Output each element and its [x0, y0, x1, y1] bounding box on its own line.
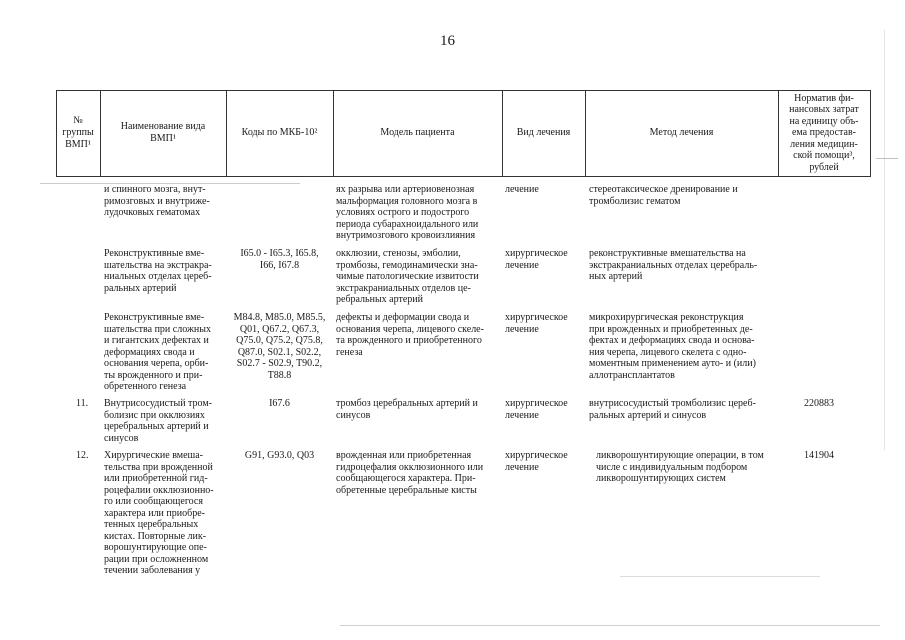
cell-codes: G91, G93.0, Q03	[244, 450, 315, 461]
cell-name: Хирургические вмеша- тельства при врожденной или приобретенной гид- роцефалии окклюзионно- го или сообщающегося характера или приобре- тенных церебральных кистах. Повторные лик- ворошунтирующие опе- рации при осложненном течении заболевания у	[104, 450, 214, 576]
cell-model: врожденная или приобретенная гидроцефалия окклюзионного или сообщающегося характера. При- обретенные церебральные кисты	[336, 450, 484, 496]
cell-model: ях разрыва или артериовенозная мальформация головного мозга в условиях острого и подострого периода субарахноидального или внутримозгового кровоизлияния	[336, 184, 479, 241]
cell-model: окклюзии, стенозы, эмболии, тромбозы, гемодинамически зна- чимые патологические извитости экстракраниальных отделов це- ребральных артерий	[336, 248, 479, 305]
col-divider	[870, 90, 871, 176]
cell-treatment-type: хирургическое лечение	[505, 450, 568, 473]
cell-model: дефекты и деформации свода и основания черепа, лицевого скеле- та врожденного и приобретенного генеза	[336, 312, 484, 358]
header-name: Наименование вида ВМП¹	[120, 121, 206, 144]
cell-name: Реконструктивные вме- шательства при сложных и гигантских дефектах и деформациях свода и основания черепа, орби- ты врожденного и при- обретенного генеза	[104, 312, 211, 392]
header-bottom-rule	[56, 176, 871, 177]
cell-method: стереотаксическое дренирование и тромболизис гематом	[589, 184, 738, 207]
cell-group: 11.	[76, 398, 89, 409]
cell-method: внутрисосудистый тромболизис цереб- ральных артерий и синусов	[589, 398, 756, 421]
cell-name: и спинного мозга, внут- римозговых и внутриже- лудочковых гематомах	[104, 184, 210, 218]
header-model: Модель пациента	[380, 127, 455, 138]
page-number: 16	[440, 33, 455, 49]
cell-treatment-type: хирургическое лечение	[505, 398, 568, 421]
scan-mark	[40, 183, 300, 184]
cell-method: реконструктивные вмешательства на экстракраниальных отделах церебраль- ных артерий	[589, 248, 758, 282]
header-group: № группы ВМП¹	[62, 115, 94, 150]
cell-codes: I65.0 - I65.3, I65.8, I66, I67.8	[240, 248, 319, 271]
cell-norm: 141904	[804, 450, 834, 461]
cell-model: тромбоз церебральных артерий и синусов	[336, 398, 478, 421]
cell-method: ликворошунтирующие операции, в том числе с индивидуальным подбором ликворошунтирующих систем	[596, 450, 764, 484]
cell-treatment-type: хирургическое лечение	[505, 248, 568, 271]
cell-name: Внутрисосудистый тром- болизис при окклюзиях церебральных артерий и синусов	[104, 398, 213, 444]
cell-treatment-type: хирургическое лечение	[505, 312, 568, 335]
scan-mark	[340, 625, 880, 626]
header-codes: Коды по МКБ-10²	[241, 127, 318, 138]
scan-mark	[620, 576, 820, 577]
cell-codes: M84.8, M85.0, M85.5, Q01, Q67.2, Q67.3, Q75.0, Q75.2, Q75.8, Q87.0, S02.1, S02.2, S02.7 - S02.9, T90.2, T88.8	[233, 312, 326, 381]
cell-name: Реконструктивные вме- шательства на экстракра- ниальных отделах цереб- ральных артерий	[104, 248, 212, 294]
cell-codes: I67.6	[269, 398, 290, 409]
header-norm: Норматив фи- нансовых затрат на единицу объ- ема предостав- ления медицин- ской помощи³, рублей	[789, 92, 859, 173]
scan-mark	[884, 30, 885, 450]
cell-norm: 220883	[804, 398, 834, 409]
header-treatment-type: Вид лечения	[516, 127, 571, 138]
cell-method: микрохирургическая реконструкция при врожденных и приобретенных де- фектах и деформациях свода и основа- ния черепа, лицевого скелета с одно- моментным применением ауто- и (или) аллотрансплантатов	[589, 312, 756, 381]
cell-group: 12.	[76, 450, 89, 461]
header-method: Метод лечения	[649, 127, 714, 138]
cell-treatment-type: лечение	[505, 184, 539, 195]
scan-mark	[876, 158, 898, 159]
